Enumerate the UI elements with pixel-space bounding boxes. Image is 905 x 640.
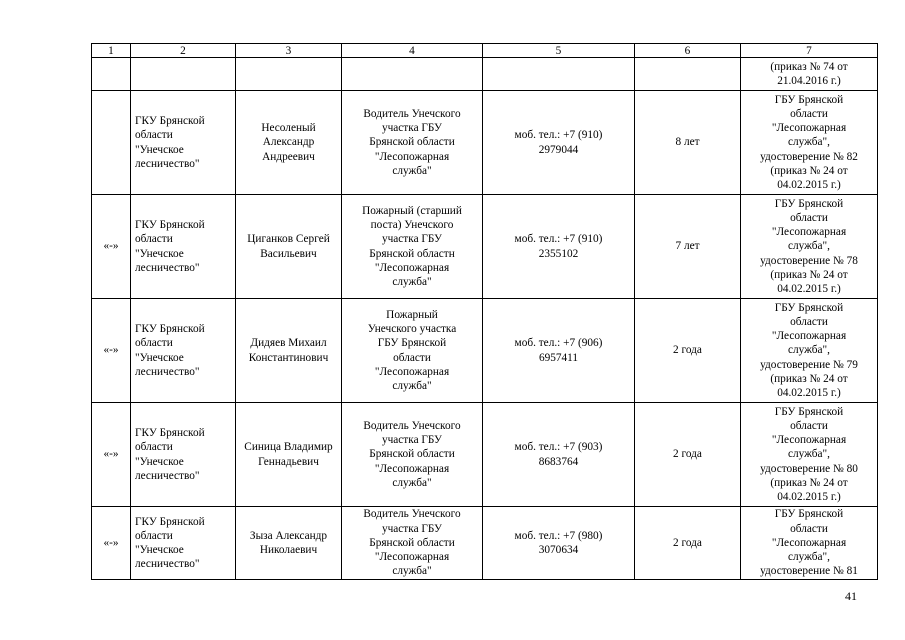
certificate-line: области — [790, 522, 828, 535]
table-row — [92, 195, 878, 299]
table-row — [92, 58, 878, 91]
certificate-line: (приказ № 24 от — [770, 268, 848, 281]
certificate-line: "Лесопожарная — [771, 434, 847, 447]
phone-line: 2979044 — [538, 143, 579, 156]
organization-line: лесничество" — [135, 157, 200, 170]
full-name-line: Васильевич — [260, 247, 317, 260]
row-marker-cell: «-» — [92, 195, 131, 299]
certificate-line: (приказ № 74 от — [770, 60, 848, 73]
certificate-line: ГБУ Брянской — [774, 197, 844, 210]
full-name-cell — [236, 195, 342, 299]
table-row — [92, 299, 878, 403]
position-line: участка ГБУ — [381, 522, 443, 535]
full-name-line: Циганков Сергей — [247, 233, 330, 246]
position-line: Пожарный — [386, 308, 438, 321]
full-name-cell — [236, 91, 342, 195]
certificate-line: (приказ № 24 от — [770, 476, 848, 489]
certificate-line: служба", — [787, 344, 830, 357]
position-line: Водитель Унечского — [363, 419, 461, 432]
full-name-line: Александр — [262, 136, 315, 149]
phone-line: 3070634 — [538, 544, 579, 556]
full-name-cell — [236, 507, 342, 580]
position-line: Водитель Унечского — [363, 508, 461, 521]
position-cell — [342, 91, 483, 195]
certificate-line: 04.02.2015 г.) — [777, 283, 841, 295]
position-line: служба" — [392, 379, 432, 392]
phone-line: моб. тел.: +7 (903) — [514, 441, 603, 454]
organization-line: ГКУ Брянской — [135, 515, 205, 528]
full-name-cell — [236, 58, 342, 91]
position-line: служба" — [392, 476, 432, 489]
certificate-line: ГБУ Брянской — [774, 93, 844, 106]
position-cell — [342, 403, 483, 507]
row-marker-cell: «-» — [92, 403, 131, 507]
certificate-line: служба", — [787, 240, 830, 253]
position-line: "Лесопожарная — [374, 462, 450, 475]
phone-cell — [483, 507, 635, 580]
organization-line: ГКУ Брянской — [135, 323, 205, 336]
position-cell — [342, 507, 483, 580]
column-number: 5 — [483, 44, 635, 58]
certificate-line: удостоверение № 80 — [760, 462, 858, 475]
experience-cell: 7 лет — [635, 195, 741, 299]
certificate-line: области — [790, 107, 828, 120]
row-marker-cell: «-» — [92, 299, 131, 403]
full-name-line: Андреевич — [262, 150, 315, 163]
experience-cell — [635, 58, 741, 91]
organization-line: ГКУ Брянской — [135, 219, 205, 232]
certificate-line: удостоверение № 81 — [760, 565, 858, 578]
table-row — [92, 403, 878, 507]
organization-line: лесничество" — [135, 469, 200, 482]
position-line: "Лесопожарная — [374, 150, 450, 163]
phone-line: 8683764 — [538, 455, 579, 468]
phone-cell — [483, 403, 635, 507]
organization-line: "Унечское — [135, 544, 184, 556]
organization-cell — [131, 299, 236, 403]
organization-line: ГКУ Брянской — [135, 115, 205, 128]
certificate-line: 04.02.2015 г.) — [777, 491, 841, 503]
column-number: 2 — [131, 44, 236, 58]
position-line: ГБУ Брянской — [377, 337, 447, 350]
certificate-line: области — [790, 211, 828, 224]
certificate-cell — [741, 507, 878, 580]
position-line: участка ГБУ — [381, 233, 443, 246]
position-line: Брянской области — [369, 536, 455, 549]
certificate-line: служба", — [787, 551, 830, 564]
certificate-line: 04.02.2015 г.) — [777, 179, 841, 191]
certificate-line: ГБУ Брянской — [774, 301, 844, 314]
column-number: 4 — [342, 44, 483, 58]
organization-cell — [131, 91, 236, 195]
position-line: служба" — [392, 565, 432, 578]
table-row — [92, 91, 878, 195]
full-name-cell — [236, 403, 342, 507]
experience-cell: 2 года — [635, 403, 741, 507]
certificate-line: (приказ № 24 от — [770, 372, 848, 385]
certificate-cell — [741, 58, 878, 91]
phone-line: моб. тел.: +7 (910) — [514, 233, 603, 246]
certificate-cell — [741, 195, 878, 299]
position-cell — [342, 195, 483, 299]
organization-cell — [131, 58, 236, 91]
phone-cell — [483, 195, 635, 299]
column-number: 6 — [635, 44, 741, 58]
column-number: 1 — [92, 44, 131, 58]
certificate-line: 04.02.2015 г.) — [777, 387, 841, 399]
certificate-line: "Лесопожарная — [771, 330, 847, 343]
organization-line: "Унечское — [135, 247, 184, 260]
organization-line: области — [135, 233, 173, 246]
certificate-line: "Лесопожарная — [771, 536, 847, 549]
row-marker-cell — [92, 58, 131, 91]
certificate-line: ГБУ Брянской — [774, 508, 844, 521]
phone-cell — [483, 91, 635, 195]
organization-cell — [131, 403, 236, 507]
certificate-line: удостоверение № 78 — [760, 254, 858, 267]
position-line: области — [393, 351, 431, 364]
organization-cell — [131, 507, 236, 580]
phone-line: моб. тел.: +7 (910) — [514, 129, 603, 142]
phone-cell — [483, 299, 635, 403]
organization-line: ГКУ Брянской — [135, 427, 205, 440]
position-line: Брянской области — [369, 448, 455, 461]
organization-line: лесничество" — [135, 365, 200, 378]
certificate-cell — [741, 91, 878, 195]
column-number-row — [92, 44, 878, 58]
phone-line: 2355102 — [538, 247, 579, 260]
full-name-line: Константинович — [248, 351, 329, 364]
certificate-cell — [741, 299, 878, 403]
organization-line: области — [135, 337, 173, 350]
page-number: 41 — [845, 589, 857, 603]
personnel-table — [91, 43, 878, 580]
organization-line: "Унечское — [135, 455, 184, 468]
organization-line: области — [135, 441, 173, 454]
organization-line: области — [135, 129, 173, 142]
position-cell — [342, 299, 483, 403]
organization-line: "Унечское — [135, 143, 184, 156]
certificate-line: удостоверение № 79 — [760, 358, 858, 371]
phone-line: моб. тел.: +7 (980) — [514, 529, 603, 542]
position-line: служба" — [392, 164, 432, 177]
phone-line: 6957411 — [538, 351, 579, 364]
certificate-line: "Лесопожарная — [771, 226, 847, 239]
position-line: Брянской областн — [369, 247, 455, 260]
certificate-line: служба", — [787, 136, 830, 149]
experience-cell: 2 года — [635, 299, 741, 403]
position-line: "Лесопожарная — [374, 261, 450, 274]
full-name-cell — [236, 299, 342, 403]
position-line: участка ГБУ — [381, 122, 443, 135]
column-number: 3 — [236, 44, 342, 58]
position-line: служба" — [392, 275, 432, 288]
row-marker-cell: «-» — [92, 507, 131, 580]
experience-cell: 2 года — [635, 507, 741, 580]
table-row — [92, 507, 878, 580]
full-name-line: Николаевич — [259, 544, 318, 556]
organization-line: области — [135, 529, 173, 542]
certificate-line: ГБУ Брянской — [774, 405, 844, 418]
certificate-line: области — [790, 419, 828, 432]
certificate-line: (приказ № 24 от — [770, 164, 848, 177]
full-name-line: Несоленый — [261, 122, 316, 135]
row-marker-cell — [92, 91, 131, 195]
organization-cell — [131, 195, 236, 299]
position-line: Брянской области — [369, 136, 455, 149]
position-line: Унечского участка — [367, 323, 457, 336]
organization-line: лесничество" — [135, 558, 200, 571]
certificate-line: служба", — [787, 448, 830, 461]
position-line: "Лесопожарная — [374, 551, 450, 564]
position-cell — [342, 58, 483, 91]
full-name-line: Синица Владимир — [244, 441, 333, 454]
certificate-line: 21.04.2016 г.) — [777, 75, 841, 87]
position-line: "Лесопожарная — [374, 365, 450, 378]
certificate-line: "Лесопожарная — [771, 122, 847, 135]
position-line: Пожарный (старший — [362, 204, 462, 217]
certificate-line: области — [790, 315, 828, 328]
position-line: Водитель Унечского — [363, 107, 461, 120]
column-number: 7 — [741, 44, 878, 58]
position-line: поста) Унечского — [370, 219, 454, 232]
certificate-line: удостоверение № 82 — [760, 150, 858, 163]
phone-line: моб. тел.: +7 (906) — [514, 337, 603, 350]
full-name-line: Геннадьевич — [258, 455, 319, 468]
organization-line: лесничество" — [135, 261, 200, 274]
full-name-line: Зыза Александр — [249, 529, 328, 542]
phone-cell — [483, 58, 635, 91]
experience-cell: 8 лет — [635, 91, 741, 195]
position-line: участка ГБУ — [381, 434, 443, 447]
certificate-cell — [741, 403, 878, 507]
full-name-line: Дидяев Михаил — [250, 337, 327, 350]
organization-line: "Унечское — [135, 351, 184, 364]
